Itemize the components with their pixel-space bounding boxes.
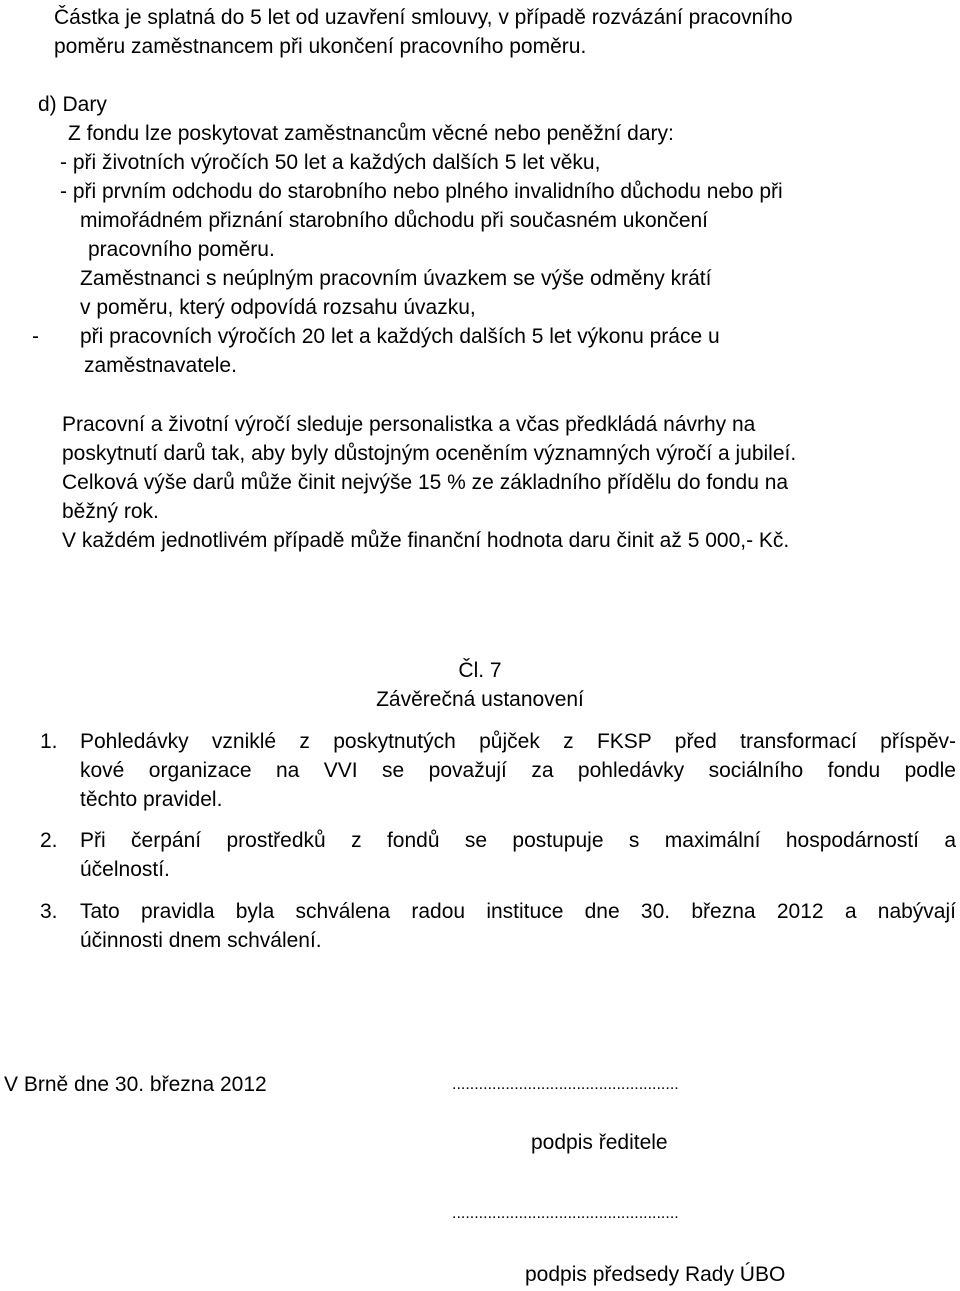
- paragraph-line: poskytnutí darů tak, aby byly důstojným oceněním významných výročí a jubileí.: [62, 442, 797, 465]
- list-dash: -: [32, 325, 39, 348]
- list-item: - při prvním odchodu do starobního nebo plného invalidního důchodu nebo při: [60, 180, 783, 203]
- parttime-note-line: Zaměstnanci s neúplným pracovním úvazkem se výše odměny krátí: [80, 267, 712, 290]
- paragraph-line: V každém jednotlivém případě může finanční hodnota daru činit až 5 000,- Kč.: [62, 529, 790, 552]
- section-heading: d) Dary: [38, 93, 107, 116]
- list-item-continuation: zaměstnavatele.: [84, 354, 237, 377]
- provision-number: 1.: [40, 730, 58, 753]
- provision-line: kové organizace na VVI se považují za pohledávky sociálního fondu podle: [80, 759, 956, 782]
- signature-line-board-chair: ...................................................: [452, 1205, 679, 1222]
- provision-line: Tato pravidla byla schválena radou instituce dne 30. března 2012 a nabývají: [80, 900, 956, 923]
- intro-line-2: poměru zaměstnancem při ukončení pracovního poměru.: [54, 35, 587, 58]
- signature-label-director: podpis ředitele: [531, 1131, 668, 1154]
- list-item-continuation: pracovního poměru.: [88, 238, 275, 261]
- provision-line: účelností.: [80, 858, 170, 881]
- provision-line: těchto pravidel.: [80, 788, 223, 811]
- paragraph-line: Celková výše darů může činit nejvýše 15 % ze základního přídělu do fondu na: [62, 471, 789, 494]
- provision-number: 2.: [40, 829, 58, 852]
- list-item-continuation: mimořádném přiznání starobního důchodu při současném ukončení: [80, 209, 709, 232]
- paragraph-line: Pracovní a životní výročí sleduje personalistka a včas předkládá návrhy na: [62, 413, 756, 436]
- section-lead: Z fondu lze poskytovat zaměstnancům věcné nebo peněžní dary:: [68, 122, 674, 145]
- signature-line-director: ...................................................: [452, 1076, 679, 1093]
- parttime-note-line: v poměru, který odpovídá rozsahu úvazku,: [80, 296, 476, 319]
- provision-line: Při čerpání prostředků z fondů se postupuje s maximální hospodárností a: [80, 829, 956, 852]
- intro-line-1: Částka je splatná do 5 let od uzavření smlouvy, v případě rozvázání pracovního: [54, 6, 793, 29]
- provision-number: 3.: [40, 900, 58, 923]
- provision-line: účinnosti dnem schválení.: [80, 929, 322, 952]
- article-number: Čl. 7: [458, 659, 502, 682]
- signature-label-board-chair: podpis předsedy Rady ÚBO: [525, 1263, 786, 1286]
- provision-line: Pohledávky vzniklé z poskytnutých půjček z FKSP před transformací příspěv-: [80, 730, 956, 753]
- list-item: - při životních výročích 50 let a každých dalších 5 let věku,: [60, 151, 601, 174]
- paragraph-line: běžný rok.: [62, 500, 159, 523]
- article-title: Závěrečná ustanovení: [376, 688, 584, 711]
- place-date: V Brně dne 30. března 2012: [4, 1073, 267, 1096]
- list-item: při pracovních výročích 20 let a každých dalších 5 let výkonu práce u: [80, 325, 720, 348]
